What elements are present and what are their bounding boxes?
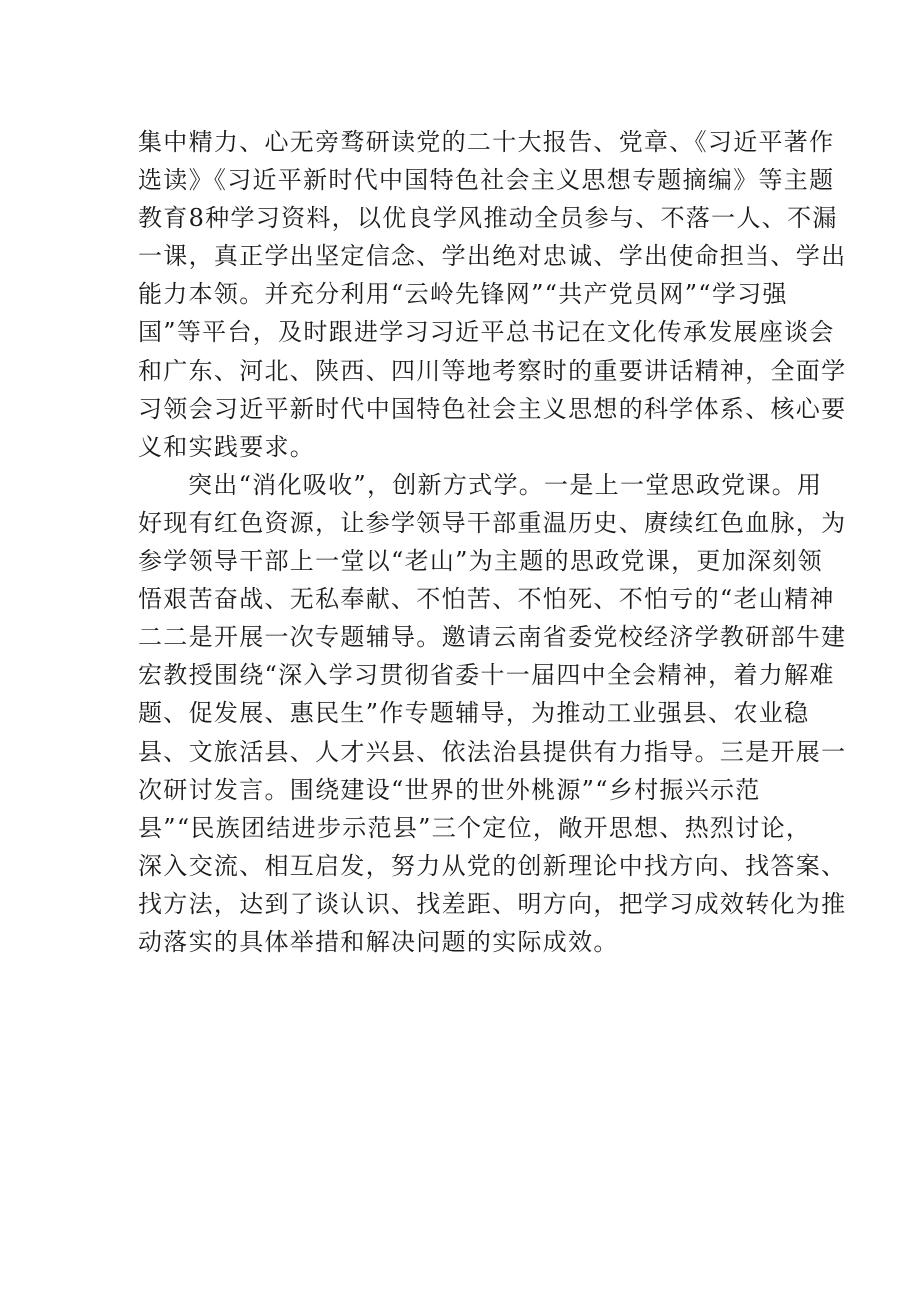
paragraph-2-line-8: 县、文旅活县、人才兴县、依法治县提供有力指导。三是开展一	[138, 737, 847, 766]
paragraph-2-line-2: 好现有红色资源，让参学领导干部重温历史、赓续红色血脉，为	[138, 508, 847, 537]
document-body	[138, 123, 847, 961]
paragraph-2-line-7: 题、促发展、惠民生”作专题辅导，为推动工业强县、农业稳	[138, 699, 810, 728]
paragraph-2-line-11: 深入交流、相互启发，努力从党的创新理论中找方向、找答案、	[138, 851, 847, 880]
paragraph-2-line-1: 突出“消化吸收”，创新方式学。一是上一堂思政党课。用	[188, 470, 823, 499]
paragraph-1-line-4: 一课，真正学出坚定信念、学出绝对忠诚、学出使命担当、学出	[138, 242, 847, 271]
paragraph-1-line-2: 选读》《习近平新时代中国特色社会主义思想专题摘编》等主题	[138, 166, 835, 195]
paragraph-2-line-12: 找方法，达到了谈认识、找差距、明方向，把学习成效转化为推	[138, 889, 847, 918]
paragraph-1-line-7: 和广东、河北、陕西、四川等地考察时的重要讲话精神，全面学	[138, 356, 847, 385]
paragraph-2-line-5: 二二是开展一次专题辅导。邀请云南省委党校经济学教研部牛建	[138, 623, 847, 652]
paragraph-1-line-3: 教育8种学习资料，以优良学风推动全员参与、不落一人、不漏	[138, 204, 838, 233]
paragraph-1-line-9: 义和实践要求。	[138, 432, 316, 461]
paragraph-2-line-4: 悟艰苦奋战、无私奉献、不怕苦、不怕死、不怕亏的“老山精神	[138, 585, 835, 614]
paragraph-2-line-13: 动落实的具体举措和解决问题的实际成效。	[138, 927, 619, 956]
paragraph-1-line-6: 国”等平台，及时跟进学习习近平总书记在文化传承发展座谈会	[138, 318, 835, 347]
paragraph-2-line-6: 宏教授围绕“深入学习贯彻省委十一届四中全会精神，着力解难	[138, 661, 835, 690]
paragraph-1-line-5: 能力本领。并充分利用“云岭先锋网”“共产党员网”“学习强	[138, 280, 788, 309]
paragraph-1-line-8: 习领会习近平新时代中国特色社会主义思想的科学体系、核心要	[138, 394, 847, 423]
paragraph-2-line-3: 参学领导干部上一堂以“老山”为主题的思政党课，更加深刻领	[138, 547, 823, 576]
paragraph-2-line-9: 次研讨发言。围绕建设“世界的世外桃源”“乡村振兴示范	[138, 775, 761, 804]
paragraph-1-line-1: 集中精力、心无旁骛研读党的二十大报告、党章、《习近平著作	[138, 128, 835, 156]
paragraph-2-line-10: 县”“民族团结进步示范县”三个定位，敞开思想、热烈讨论，	[138, 813, 812, 842]
